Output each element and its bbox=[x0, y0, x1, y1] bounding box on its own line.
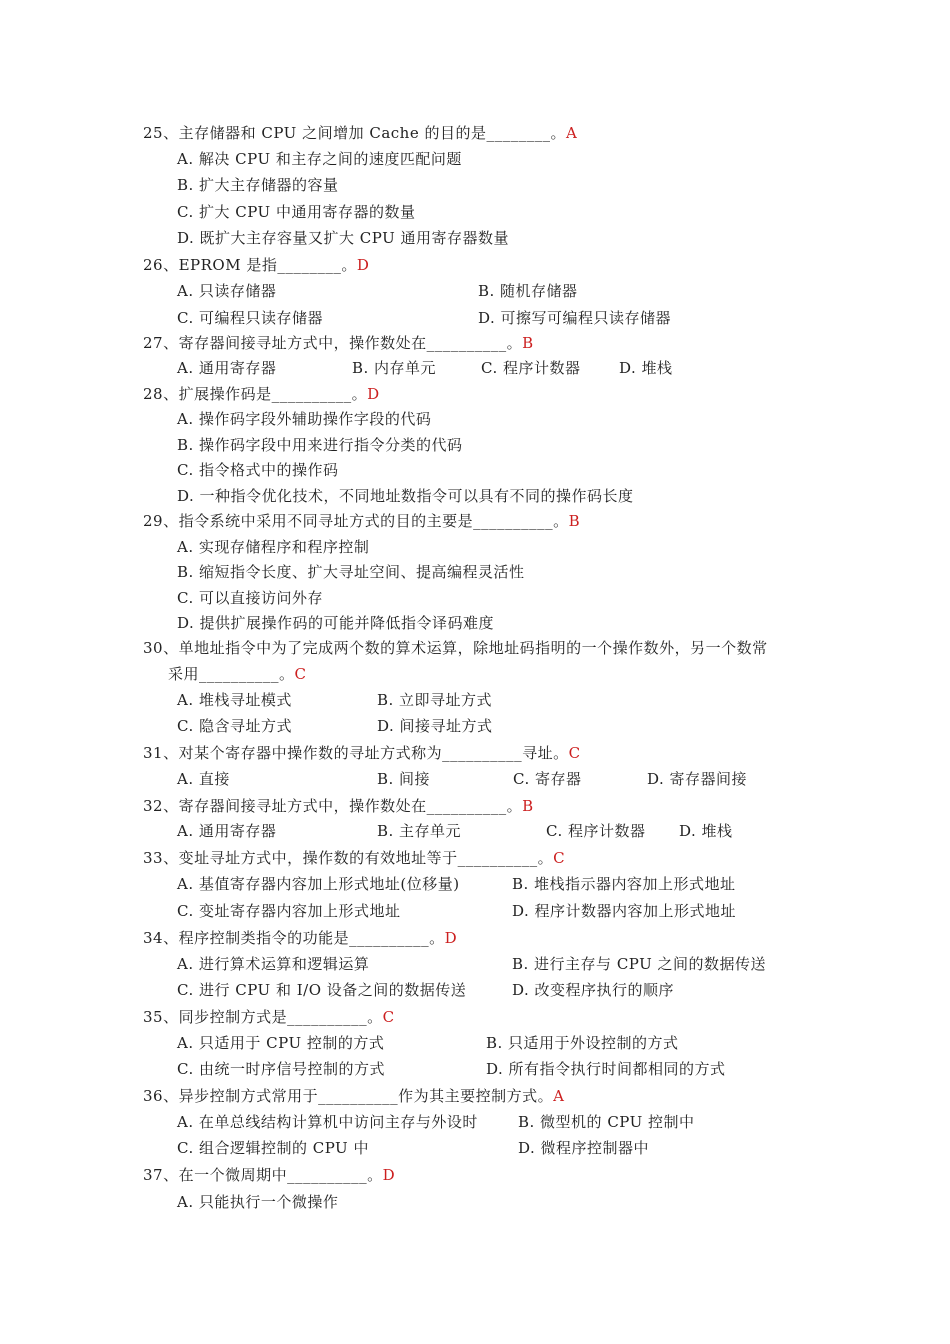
question-29-option-c: C. 可以直接访问外存 bbox=[177, 589, 323, 607]
question-27-option-d: D. 堆栈 bbox=[619, 359, 673, 377]
question-34-answer: D bbox=[444, 929, 458, 947]
question-32-option-b: B. 主存单元 bbox=[377, 822, 462, 840]
question-35-option-a: A. 只适用于 CPU 控制的方式 bbox=[177, 1034, 385, 1052]
question-35-stem: 35、同步控制方式是__________。C bbox=[143, 1008, 395, 1026]
question-25-option-c: C. 扩大 CPU 中通用寄存器的数量 bbox=[177, 203, 416, 221]
question-26-option-d: D. 可擦写可编程只读存储器 bbox=[478, 309, 672, 327]
question-35-option-d: D. 所有指令执行时间都相同的方式 bbox=[486, 1060, 726, 1078]
question-35-option-c: C. 由统一时序信号控制的方式 bbox=[177, 1060, 385, 1078]
question-30-option-d: D. 间接寻址方式 bbox=[377, 717, 493, 735]
question-32-option-d: D. 堆栈 bbox=[679, 822, 733, 840]
question-37-option-a: A. 只能执行一个微操作 bbox=[177, 1193, 339, 1211]
question-27-option-b: B. 内存单元 bbox=[352, 359, 437, 377]
question-28-stem: 28、扩展操作码是__________。D bbox=[143, 385, 380, 403]
question-34-option-c: C. 进行 CPU 和 I/O 设备之间的数据传送 bbox=[177, 981, 467, 999]
question-25-answer: A bbox=[565, 124, 578, 142]
question-26-option-a: A. 只读存储器 bbox=[177, 282, 277, 300]
question-35-answer: C bbox=[382, 1008, 395, 1026]
question-34-option-b: B. 进行主存与 CPU 之间的数据传送 bbox=[512, 955, 767, 973]
question-28-answer: D bbox=[367, 385, 380, 403]
question-30-option-c: C. 隐含寻址方式 bbox=[177, 717, 292, 735]
question-27-option-a: A. 通用寄存器 bbox=[177, 359, 277, 377]
question-30-stem-continued: 采用__________。C bbox=[168, 665, 307, 683]
question-32-answer: B bbox=[522, 797, 534, 815]
question-32-option-c: C. 程序计数器 bbox=[546, 822, 646, 840]
question-29-option-d: D. 提供扩展操作码的可能并降低指令译码难度 bbox=[177, 614, 495, 632]
question-29-stem: 29、指令系统中采用不同寻址方式的目的主要是__________。B bbox=[143, 512, 581, 530]
question-26-answer: D bbox=[356, 256, 370, 274]
question-26-option-c: C. 可编程只读存储器 bbox=[177, 309, 323, 327]
question-27-stem: 27、寄存器间接寻址方式中，操作数处在__________。B bbox=[143, 334, 534, 352]
question-31-option-a: A. 直接 bbox=[177, 770, 230, 788]
question-32-option-a: A. 通用寄存器 bbox=[177, 822, 277, 840]
question-28-option-a: A. 操作码字段外辅助操作字段的代码 bbox=[177, 410, 432, 428]
question-29-option-a: A. 实现存储程序和程序控制 bbox=[177, 538, 370, 556]
question-31-option-c: C. 寄存器 bbox=[513, 770, 582, 788]
question-34-option-a: A. 进行算术运算和逻辑运算 bbox=[177, 955, 370, 973]
question-33-option-d: D. 程序计数器内容加上形式地址 bbox=[512, 902, 737, 920]
question-36-option-c: C. 组合逻辑控制的 CPU 中 bbox=[177, 1139, 369, 1157]
question-30-stem: 30、单地址指令中为了完成两个数的算术运算，除地址码指明的一个操作数外，另一个数常 bbox=[143, 639, 768, 657]
question-33-option-a: A. 基值寄存器内容加上形式地址(位移量) bbox=[177, 875, 460, 893]
question-27-answer: B bbox=[522, 334, 534, 352]
question-33-stem: 33、变址寻址方式中，操作数的有效地址等于__________。C bbox=[143, 849, 566, 867]
question-31-answer: C bbox=[568, 744, 581, 762]
question-36-option-d: D. 微程序控制器中 bbox=[518, 1139, 650, 1157]
question-29-option-b: B. 缩短指令长度、扩大寻址空间、提高编程灵活性 bbox=[177, 563, 525, 581]
question-36-stem: 36、异步控制方式常用于__________作为其主要控制方式。A bbox=[143, 1087, 565, 1105]
question-32-stem: 32、寄存器间接寻址方式中，操作数处在__________。B bbox=[143, 797, 534, 815]
question-37-answer: D bbox=[382, 1166, 396, 1184]
question-31-option-b: B. 间接 bbox=[377, 770, 431, 788]
question-36-option-b: B. 微型机的 CPU 控制中 bbox=[518, 1113, 695, 1131]
question-26-stem: 26、EPROM 是指________。D bbox=[143, 256, 370, 274]
question-33-option-c: C. 变址寄存器内容加上形式地址 bbox=[177, 902, 401, 920]
question-33-option-b: B. 堆栈指示器内容加上形式地址 bbox=[512, 875, 736, 893]
question-30-option-a: A. 堆栈寻址模式 bbox=[177, 691, 292, 709]
question-25-option-b: B. 扩大主存储器的容量 bbox=[177, 176, 339, 194]
question-30-option-b: B. 立即寻址方式 bbox=[377, 691, 493, 709]
question-29-answer: B bbox=[568, 512, 581, 530]
question-28-option-d: D. 一种指令优化技术，不同地址数指令可以具有不同的操作码长度 bbox=[177, 487, 634, 505]
question-31-stem: 31、对某个寄存器中操作数的寻址方式称为__________寻址。C bbox=[143, 744, 581, 762]
question-30-answer: C bbox=[294, 665, 307, 683]
question-37-stem: 37、在一个微周期中__________。D bbox=[143, 1166, 396, 1184]
question-36-option-a: A. 在单总线结构计算机中访问主存与外设时 bbox=[177, 1113, 478, 1131]
question-25-stem: 25、主存储器和 CPU 之间增加 Cache 的目的是________。A bbox=[143, 124, 578, 142]
question-33-answer: C bbox=[553, 849, 566, 867]
question-26-option-b: B. 随机存储器 bbox=[478, 282, 578, 300]
question-31-option-d: D. 寄存器间接 bbox=[647, 770, 748, 788]
question-28-option-b: B. 操作码字段中用来进行指令分类的代码 bbox=[177, 436, 463, 454]
question-27-option-c: C. 程序计数器 bbox=[481, 359, 581, 377]
question-34-option-d: D. 改变程序执行的顺序 bbox=[512, 981, 675, 999]
question-36-answer: A bbox=[553, 1087, 565, 1105]
question-25-option-d: D. 既扩大主存容量又扩大 CPU 通用寄存器数量 bbox=[177, 229, 510, 247]
question-35-option-b: B. 只适用于外设控制的方式 bbox=[486, 1034, 679, 1052]
question-28-option-c: C. 指令格式中的操作码 bbox=[177, 461, 339, 479]
question-25-option-a: A. 解决 CPU 和主存之间的速度匹配问题 bbox=[177, 150, 462, 168]
question-34-stem: 34、程序控制类指令的功能是__________。D bbox=[143, 929, 458, 947]
